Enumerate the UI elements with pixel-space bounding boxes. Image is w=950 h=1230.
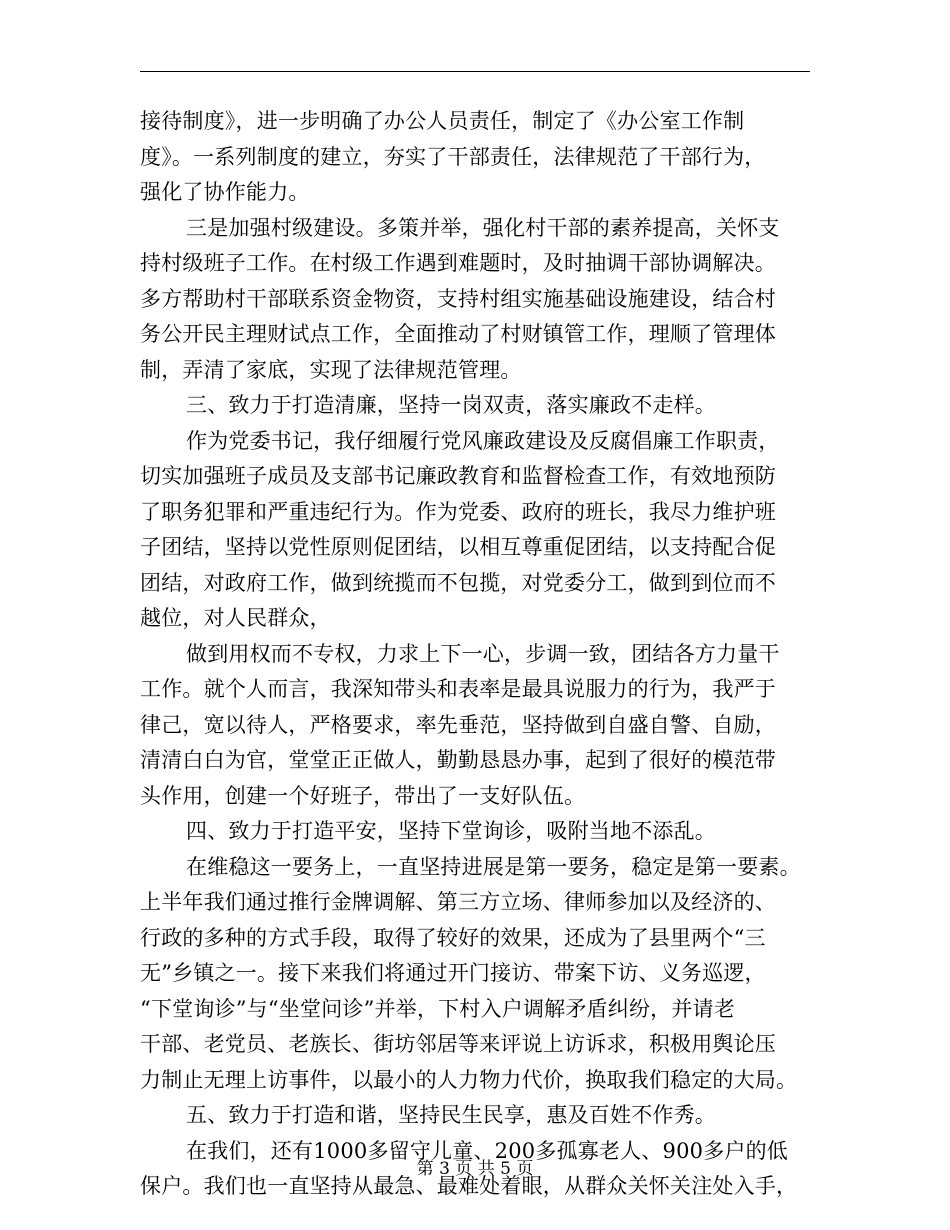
document-body — [140, 104, 810, 1205]
text-line: 清清白白为官，堂堂正正做人，勤勤恳恳办事，起到了很好的模范带 — [140, 748, 776, 772]
text-line: 三、致力于打造清廉，坚持一岗双责，落实廉政不走样。 — [186, 393, 716, 417]
text-line: 五、致力于打造和谐，坚持民生民享，惠及百姓不作秀。 — [186, 1103, 716, 1127]
text-line: 行政的多种的方式手段，取得了较好的效果，还成为了县里两个“三 — [140, 925, 766, 950]
text-line: 在我们，还有1000多留守儿童、200多孤寡老人、900多户的低 — [186, 1138, 789, 1163]
text-line: 多方帮助村干部联系资金物资，支持村组实施基础设施建设，结合村 — [140, 286, 776, 311]
text-line: 在维稳这一要务上，一直坚持进展是第一要务，稳定是第一要素。 — [186, 854, 801, 879]
text-line: 接待制度》，进一步明确了办公人员责任，制定了《办公室工作制 — [140, 109, 745, 133]
text-line: 团结，对政府工作，做到统揽而不包揽，对党委分工，做到到位而不 — [140, 570, 776, 595]
text-line: 做到用权而不专权，力求上下一心，步调一致，团结各方力量干 — [186, 641, 780, 666]
text-line: 强化了协作能力。 — [140, 180, 310, 204]
text-line: 作为党委书记，我仔细履行党风廉政建设及反腐倡廉工作职责， — [186, 428, 780, 453]
text-line: 三是加强村级建设。多策并举，强化村干部的素养提高，关怀支 — [186, 215, 780, 240]
text-line: 四、致力于打造平安，坚持下堂询诊，吸附当地不添乱。 — [186, 819, 716, 843]
text-line: “下堂询诊”与“坐堂问诊”并举，下村入户调解矛盾纠纷，并请老 — [140, 996, 735, 1021]
text-line: 上半年我们通过推行金牌调解、第三方立场、律师参加以及经济的、 — [140, 890, 776, 914]
text-line: 工作。就个人而言，我深知带头和表率是最具说服力的行为，我严于 — [140, 677, 776, 701]
text-line: 力制止无理上访事件，以最小的人力物力代价，换取我们稳定的大局。 — [140, 1067, 798, 1092]
text-line: 切实加强班子成员及支部书记廉政教育和监督检查工作，有效地预防 — [140, 464, 776, 488]
text-line: 越位，对人民群众， — [140, 606, 331, 630]
text-line: 保户。我们也一直坚持从最急、最难处着眼，从群众关怀关注处入手， — [140, 1174, 798, 1198]
text-line: 制，弄清了家底，实现了法律规范管理。 — [140, 357, 522, 382]
text-line: 了职务犯罪和严重违纪行为。作为党委、政府的班长，我尽力维护班 — [140, 499, 776, 524]
header-rule — [140, 71, 810, 72]
text-line: 律己，宽以待人，严格要求，率先垂范，坚持做到自盛自警、自励， — [140, 712, 776, 737]
text-line: 头作用，创建一个好班子，带出了一支好队伍。 — [140, 783, 586, 808]
text-line: 度》。一系列制度的建立，夯实了干部责任，法律规范了干部行为， — [140, 144, 766, 169]
text-line: 无”乡镇之一。接下来我们将通过开门接访、带案下访、义务巡逻， — [140, 961, 766, 985]
text-line: 子团结，坚持以党性原则促团结，以相互尊重促团结，以支持配合促 — [140, 535, 776, 559]
text-line: 持村级班子工作。在村级工作遇到难题时，及时抽调干部协调解决。 — [140, 251, 776, 275]
page-number-footer: 第 3 页 共 5 页 — [416, 1159, 534, 1179]
text-line: 务公开民主理财试点工作，全面推动了村财镇管工作，理顺了管理体 — [140, 322, 776, 346]
text-line: 干部、老党员、老族长、街坊邻居等来评说上访诉求，积极用舆论压 — [140, 1032, 776, 1056]
